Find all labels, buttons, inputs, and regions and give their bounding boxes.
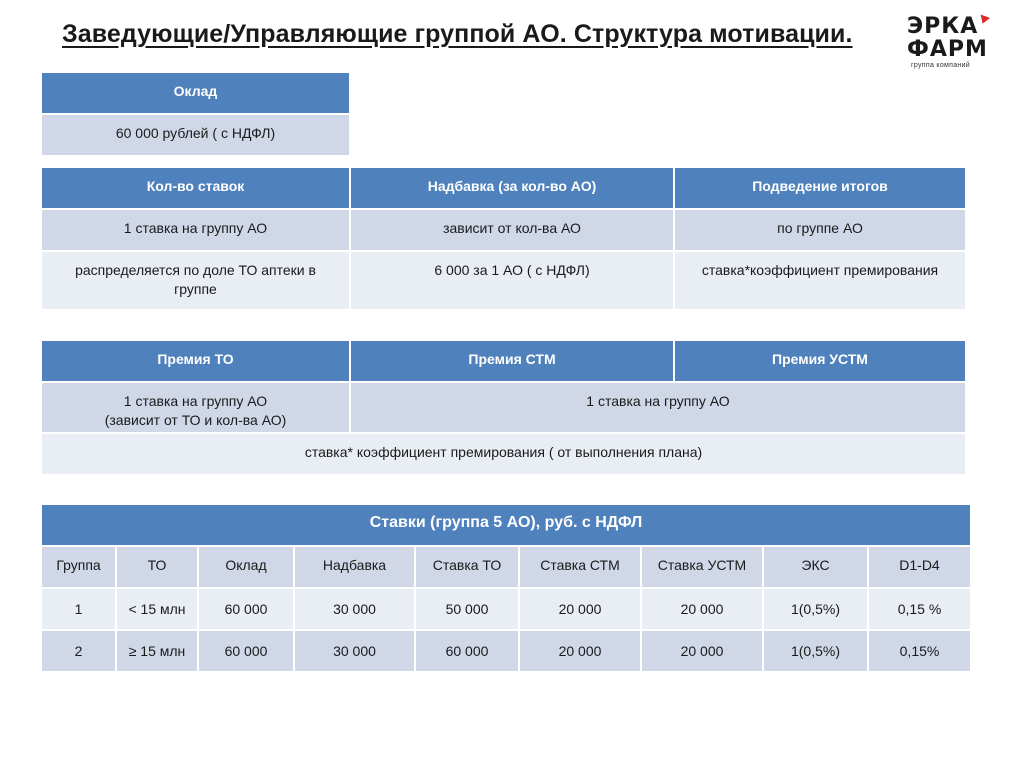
stavki-header: Ставка ТО [416, 547, 518, 587]
rates-header-count: Кол-во ставок [42, 168, 349, 208]
company-logo [905, 14, 997, 74]
rates-header-allowance: Надбавка (за кол-во АО) [351, 168, 673, 208]
table-cell: 50 000 [416, 589, 518, 629]
stavki-header: Ставка УСТМ [642, 547, 762, 587]
table-cell: по группе АО [675, 210, 965, 250]
table-cell: 20 000 [642, 589, 762, 629]
table-cell: 30 000 [295, 631, 414, 671]
table-cell: зависит от кол-ва АО [351, 210, 673, 250]
salary-value: 60 000 рублей ( с НДФЛ) [42, 115, 349, 155]
bonus-header-ustm: Премия УСТМ [675, 341, 965, 381]
logo-accent-icon [978, 15, 990, 26]
stavki-header: Оклад [199, 547, 293, 587]
table-cell: 1(0,5%) [764, 589, 867, 629]
table-cell: < 15 млн [117, 589, 197, 629]
table-cell: распределяется по доле ТО аптеки в группе [42, 252, 349, 309]
table-cell: 2 [42, 631, 115, 671]
table-cell: 20 000 [642, 631, 762, 671]
table-cell: 20 000 [520, 631, 640, 671]
page-title: Заведующие/Управляющие группой АО. Структура мотивации. [62, 20, 853, 48]
table-cell: 20 000 [520, 589, 640, 629]
table-cell: 60 000 [199, 631, 293, 671]
table-cell: 30 000 [295, 589, 414, 629]
rates-header-summary: Подведение итогов [675, 168, 965, 208]
table-cell: 1 ставка на группу АО [42, 210, 349, 250]
bonus-header-stm: Премия СТМ [351, 341, 673, 381]
table-cell: 1 ставка на группу АО [351, 383, 965, 432]
table-cell: 0,15 % [869, 589, 970, 629]
table-cell: 1 ставка на группу АО (зависит от ТО и кол-ва АО) [42, 383, 349, 432]
logo-subtitle: группа компаний [911, 62, 971, 69]
stavki-header: D1-D4 [869, 547, 970, 587]
table-cell: ставка* коэффициент премирования ( от выполнения плана) [42, 434, 965, 474]
table-cell: 60 000 [199, 589, 293, 629]
table-cell: 6 000 за 1 АО ( с НДФЛ) [351, 252, 673, 309]
table-cell: 0,15% [869, 631, 970, 671]
stavki-header: Ставка СТМ [520, 547, 640, 587]
table-cell: ставка*коэффициент премирования [675, 252, 965, 309]
bonus-header-to: Премия ТО [42, 341, 349, 381]
stavki-header: ТО [117, 547, 197, 587]
logo-line1: ЭРКА [907, 14, 979, 39]
stavki-title: Ставки (группа 5 АО), руб. с НДФЛ [42, 505, 970, 545]
stavki-header: ЭКС [764, 547, 867, 587]
table-cell: 1(0,5%) [764, 631, 867, 671]
table-cell: ≥ 15 млн [117, 631, 197, 671]
stavki-header: Группа [42, 547, 115, 587]
logo-line2: ФАРМ [907, 37, 988, 62]
salary-header: Оклад [42, 73, 349, 113]
table-cell: 60 000 [416, 631, 518, 671]
stavki-header: Надбавка [295, 547, 414, 587]
table-cell: 1 [42, 589, 115, 629]
